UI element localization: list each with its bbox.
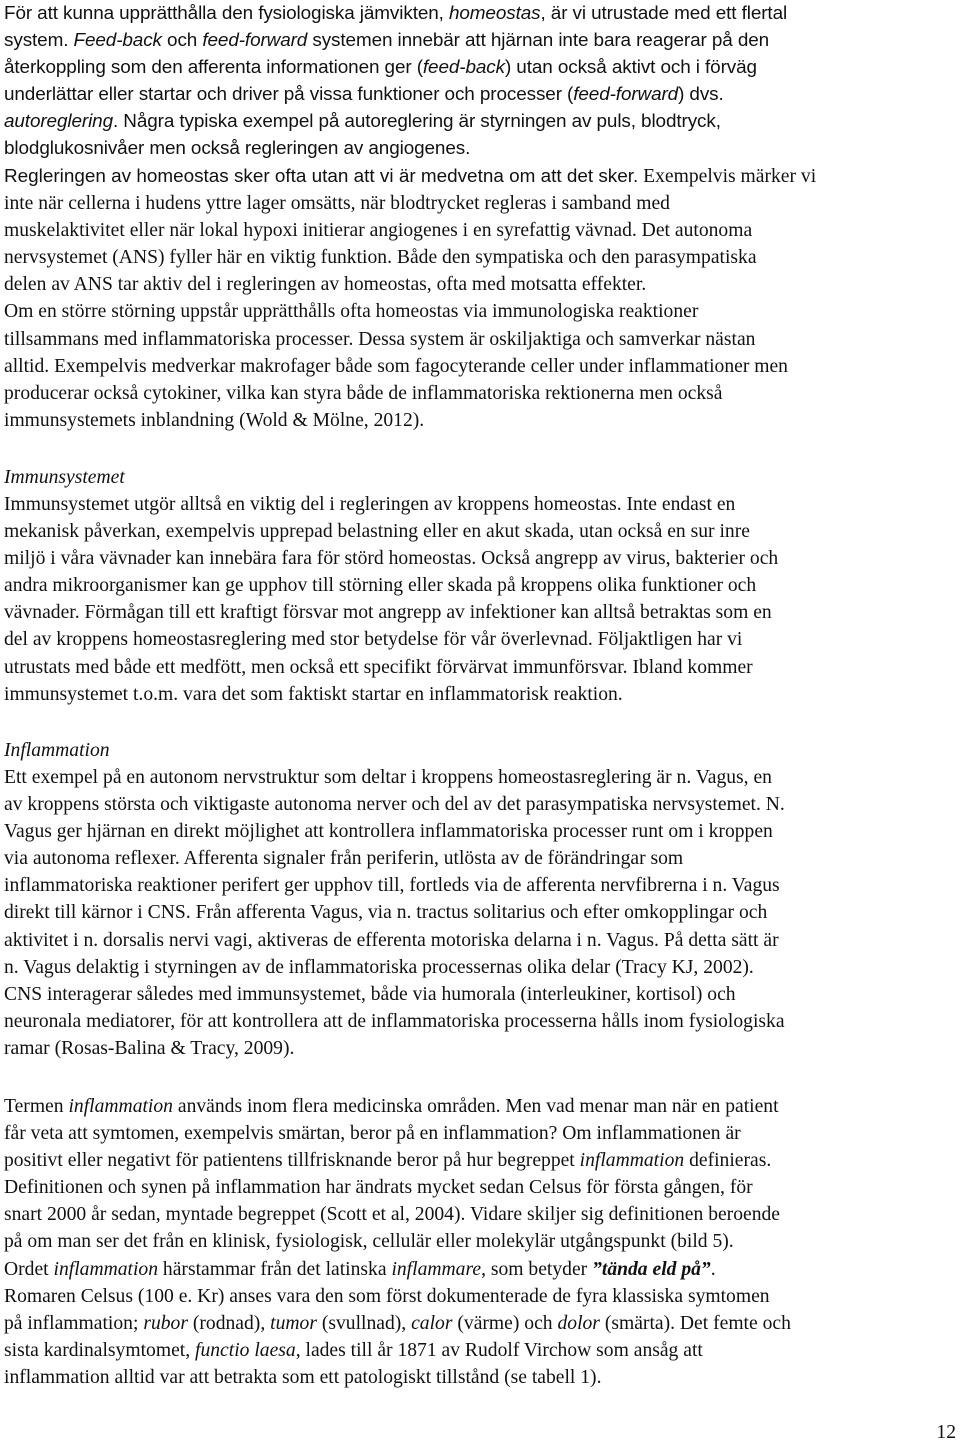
- text-line: [4, 626, 952, 653]
- text-run: ramar (Rosas-Balina & Tracy, 2009).: [4, 1037, 295, 1059]
- text-run: Definitionen och synen på inflammation har ändrats mycket sedan Celsus för första gången, för: [4, 1177, 753, 1199]
- text-run: av kroppens största och viktigaste autonoma nerver och del av det parasympatiska nervsystemet. N.: [4, 794, 785, 816]
- text-run: .: [710, 1258, 716, 1280]
- text-run: Romaren Celsus (100 e. Kr) anses vara den som först dokumenterade de fyra klassiska symtomen: [4, 1285, 770, 1307]
- text-run: systemen innebär att hjärnan inte bara reagerar på den: [307, 30, 770, 52]
- text-run: inflammation alltid var att betrakta som ett patologiskt tillstånd (se tabell 1).: [4, 1366, 602, 1388]
- text-run: andra mikroorganismer kan ge upphov till störning eller skada på kroppens olika funktioner och: [4, 575, 757, 597]
- text-run: feed-forward: [202, 30, 308, 52]
- text-line: [4, 654, 952, 681]
- text-line: [4, 899, 952, 926]
- text-line: [4, 845, 952, 872]
- text-line: [4, 190, 952, 217]
- text-line: [4, 135, 952, 162]
- text-run: (svullnad),: [316, 1312, 412, 1334]
- text-run: nervsystemet (ANS) fyller här en viktig funktion. Både den sympatiska och den parasympatiska: [4, 247, 757, 269]
- text-line: [4, 380, 952, 407]
- text-run: system.: [4, 30, 74, 52]
- text-line: [4, 353, 952, 380]
- homeostas-paragraph: [4, 163, 952, 434]
- text-run: rubor: [143, 1312, 188, 1334]
- text-line: [4, 1120, 952, 1147]
- page-number: 12: [936, 1422, 956, 1443]
- text-run: ) dvs.: [678, 84, 724, 106]
- text-run: Ordet: [4, 1258, 54, 1280]
- text-run: Ett exempel på en autonom nervstruktur som deltar i kroppens homeostasreglering är n. Vagus, en: [4, 767, 772, 788]
- text-run: För att kunna upprätthålla den fysiologiska jämvikten,: [4, 3, 449, 24]
- text-run: neuronala mediatorer, för att kontrollera att de inflammatoriska processerna hålls inom fysiologiska: [4, 1010, 785, 1032]
- text-run: CNS interagerar således med immunsystemet, både via humorala (interleukiner, kortisol) och: [4, 983, 736, 1005]
- text-run: inflammare: [391, 1258, 482, 1280]
- text-line: [4, 271, 952, 298]
- text-line: [4, 818, 952, 845]
- text-line: [4, 407, 952, 434]
- text-line: [4, 298, 952, 325]
- text-line: [4, 599, 952, 626]
- text-run: inflammation: [53, 1258, 159, 1280]
- text-run: feed-forward: [573, 84, 679, 106]
- text-run: del av kroppens homeostasreglering med stor betydelse för vår överlevnad. Följaktligen har vi: [4, 629, 743, 651]
- text-line: [4, 491, 952, 518]
- text-line: [4, 791, 952, 818]
- text-run: definieras.: [684, 1150, 772, 1172]
- text-line: [4, 1337, 952, 1364]
- text-run: , är vi utrustade med ett flertal: [540, 3, 788, 24]
- text-line: [4, 1228, 952, 1255]
- text-run: (rodnad),: [187, 1312, 271, 1334]
- text-line: [4, 872, 952, 899]
- text-run: alltid. Exempelvis medverkar makrofager både som fagocyterande celler under inflammationer men: [4, 355, 788, 377]
- text-line: [4, 1310, 952, 1337]
- text-run: immunsystemets inblandning (Wold & Mölne, 2012).: [4, 409, 425, 431]
- text-run: återkoppling som den afferenta informationen ger (: [4, 57, 423, 79]
- text-run: autoreglering: [4, 111, 113, 133]
- text-run: direkt till kärnor i CNS. Från afferenta Vagus, via n. tractus solitarius och efter omkopplingar och: [4, 902, 768, 924]
- text-run: via autonoma reflexer. Afferenta signaler från periferin, utlösta av de förändringar som: [4, 848, 684, 870]
- text-run: ”tända eld på”: [592, 1258, 711, 1280]
- text-line: [4, 545, 952, 572]
- text-run: inflammation: [579, 1150, 685, 1172]
- text-run: får veta att symtomen, exempelvis smärtan, beror på en inflammation? Om inflammationen är: [4, 1123, 741, 1145]
- text-run: underlättar eller startar och driver på vissa funktioner och processer (: [4, 84, 574, 106]
- text-line: [4, 244, 952, 271]
- text-line: [4, 0, 952, 27]
- text-run: och: [161, 30, 203, 52]
- text-line: [4, 81, 952, 108]
- text-run: på om man ser det från en klinisk, fysiologisk, cellulär eller molekylär utgångspunkt (bild 5).: [4, 1231, 734, 1253]
- text-line: [4, 1283, 952, 1310]
- text-line: [4, 217, 952, 244]
- text-line: [4, 54, 952, 81]
- text-run: inte när cellerna i hudens yttre lager omsätts, när blodtrycket regleras i samband med: [4, 193, 670, 215]
- immunsystemet-heading: Immunsystemet: [4, 467, 125, 488]
- text-run: snart 2000 år sedan, myntade begreppet (Scott et al, 2004). Vidare skiljer sig definitionen beroende: [4, 1204, 780, 1226]
- text-line: [4, 927, 952, 954]
- intro-paragraph: [4, 0, 952, 163]
- text-line: [4, 326, 952, 353]
- text-run: , lades till år 1871 av Rudolf Virchow som ansåg att: [295, 1339, 703, 1361]
- text-line: [4, 1364, 952, 1391]
- text-run: sista kardinalsymtomet,: [4, 1339, 196, 1361]
- text-run: inflammatoriska reaktioner perifert ger upphov till, fortleds via de afferenta nervfibrerna i n. Vagus: [4, 875, 780, 897]
- text-run: Regleringen av homeostas sker ofta utan att vi är medvetna om att det sker.: [4, 166, 639, 187]
- text-run: dolor: [557, 1312, 600, 1334]
- text-line: [4, 954, 952, 981]
- text-run: tumor: [270, 1312, 317, 1334]
- inflammation-paragraph: [4, 764, 952, 1062]
- termen-paragraph: [4, 1093, 952, 1391]
- text-run: blodglukosnivåer men också regleringen av angiogenes.: [4, 138, 471, 160]
- text-line: [4, 1093, 952, 1120]
- text-run: används inom flera medicinska områden. Men vad menar man när en patient: [172, 1096, 779, 1117]
- text-run: (smärta). Det femte och: [599, 1312, 791, 1334]
- text-run: immunsystemet t.o.m. vara det som faktiskt startar en inflammatorisk reaktion.: [4, 683, 623, 705]
- text-run: inflammation: [68, 1096, 173, 1117]
- text-run: på inflammation;: [4, 1312, 144, 1334]
- text-line: [4, 27, 952, 54]
- text-run: Immunsystemet utgör alltså en viktig del i regleringen av kroppens homeostas. Inte endast en: [4, 494, 736, 515]
- text-line: [4, 1256, 952, 1283]
- text-run: aktivitet i n. dorsalis nervi vagi, aktiveras de efferenta motoriska delarna i n. Vagus. På detta sätt är: [4, 929, 779, 951]
- inflammation-heading: Inflammation: [4, 740, 110, 761]
- text-run: , som betyder: [481, 1258, 593, 1280]
- text-run: producerar också cytokiner, vilka kan styra både de inflammatoriska rektionerna men också: [4, 382, 723, 404]
- text-line: [4, 1174, 952, 1201]
- text-run: Några typiska exempel på autoreglering är styrningen av puls, blodtryck,: [123, 111, 721, 133]
- text-run: utrustats med både ett medfött, men också ett specifikt förvärvat immunförsvar. Ibland kommer: [4, 656, 753, 678]
- text-run: n. Vagus delaktig i styrningen av de inflammatoriska processernas olika delar (Tracy KJ, 2002).: [4, 956, 754, 978]
- text-line: [4, 518, 952, 545]
- text-line: [4, 1035, 952, 1062]
- text-line: [4, 108, 952, 135]
- text-line: [4, 681, 952, 708]
- text-run: miljö i våra vävnader kan innebära fara för störd homeostas. Också angrepp av virus, bakterier och: [4, 548, 779, 570]
- text-run: positivt eller negativt för patientens tillfrisknande beror på hur begreppet: [4, 1150, 580, 1172]
- text-line: [4, 981, 952, 1008]
- text-run: muskelaktivitet eller när lokal hypoxi initierar angiogenes i en syrefattig vävnad. Det autonoma: [4, 220, 753, 242]
- text-run: Termen: [4, 1096, 69, 1117]
- text-run: tillsammans med inflammatoriska processer. Dessa system är oskiljaktiga och samverkar nästan: [4, 328, 756, 350]
- text-run: homeostas: [448, 3, 541, 24]
- text-line: [4, 1147, 952, 1174]
- text-run: Vagus ger hjärnan en direkt möjlighet att kontrollera inflammatoriska processer runt om i kroppen: [4, 821, 773, 843]
- text-run: härstammar från det latinska: [158, 1258, 392, 1280]
- text-run: Feed-back: [73, 30, 162, 52]
- text-run: delen av ANS tar aktiv del i regleringen av homeostas, ofta med motsatta effekter.: [4, 274, 647, 296]
- immunsystemet-paragraph: [4, 491, 952, 708]
- text-run: mekanisk påverkan, exempelvis upprepad belastning eller en akut skada, utan också en sur inre: [4, 521, 750, 543]
- text-line: [4, 163, 952, 190]
- text-run: vävnader. Förmågan till ett kraftigt försvar mot angrepp av infektioner kan alltså betraktas som en: [4, 602, 772, 624]
- text-run: .: [112, 111, 124, 133]
- text-line: [4, 764, 952, 791]
- text-run: ) utan också aktivt och i förväg: [504, 57, 757, 79]
- text-run: feed-back: [422, 57, 505, 79]
- text-line: [4, 1008, 952, 1035]
- text-run: functio laesa: [195, 1339, 296, 1361]
- text-run: Exempelvis märker vi: [638, 166, 817, 187]
- text-line: [4, 572, 952, 599]
- text-line: [4, 1201, 952, 1228]
- text-run: calor: [411, 1312, 453, 1334]
- text-run: (värme) och: [452, 1312, 558, 1334]
- text-run: Om en större störning uppstår upprätthålls ofta homeostas via immunologiska reaktioner: [4, 301, 699, 323]
